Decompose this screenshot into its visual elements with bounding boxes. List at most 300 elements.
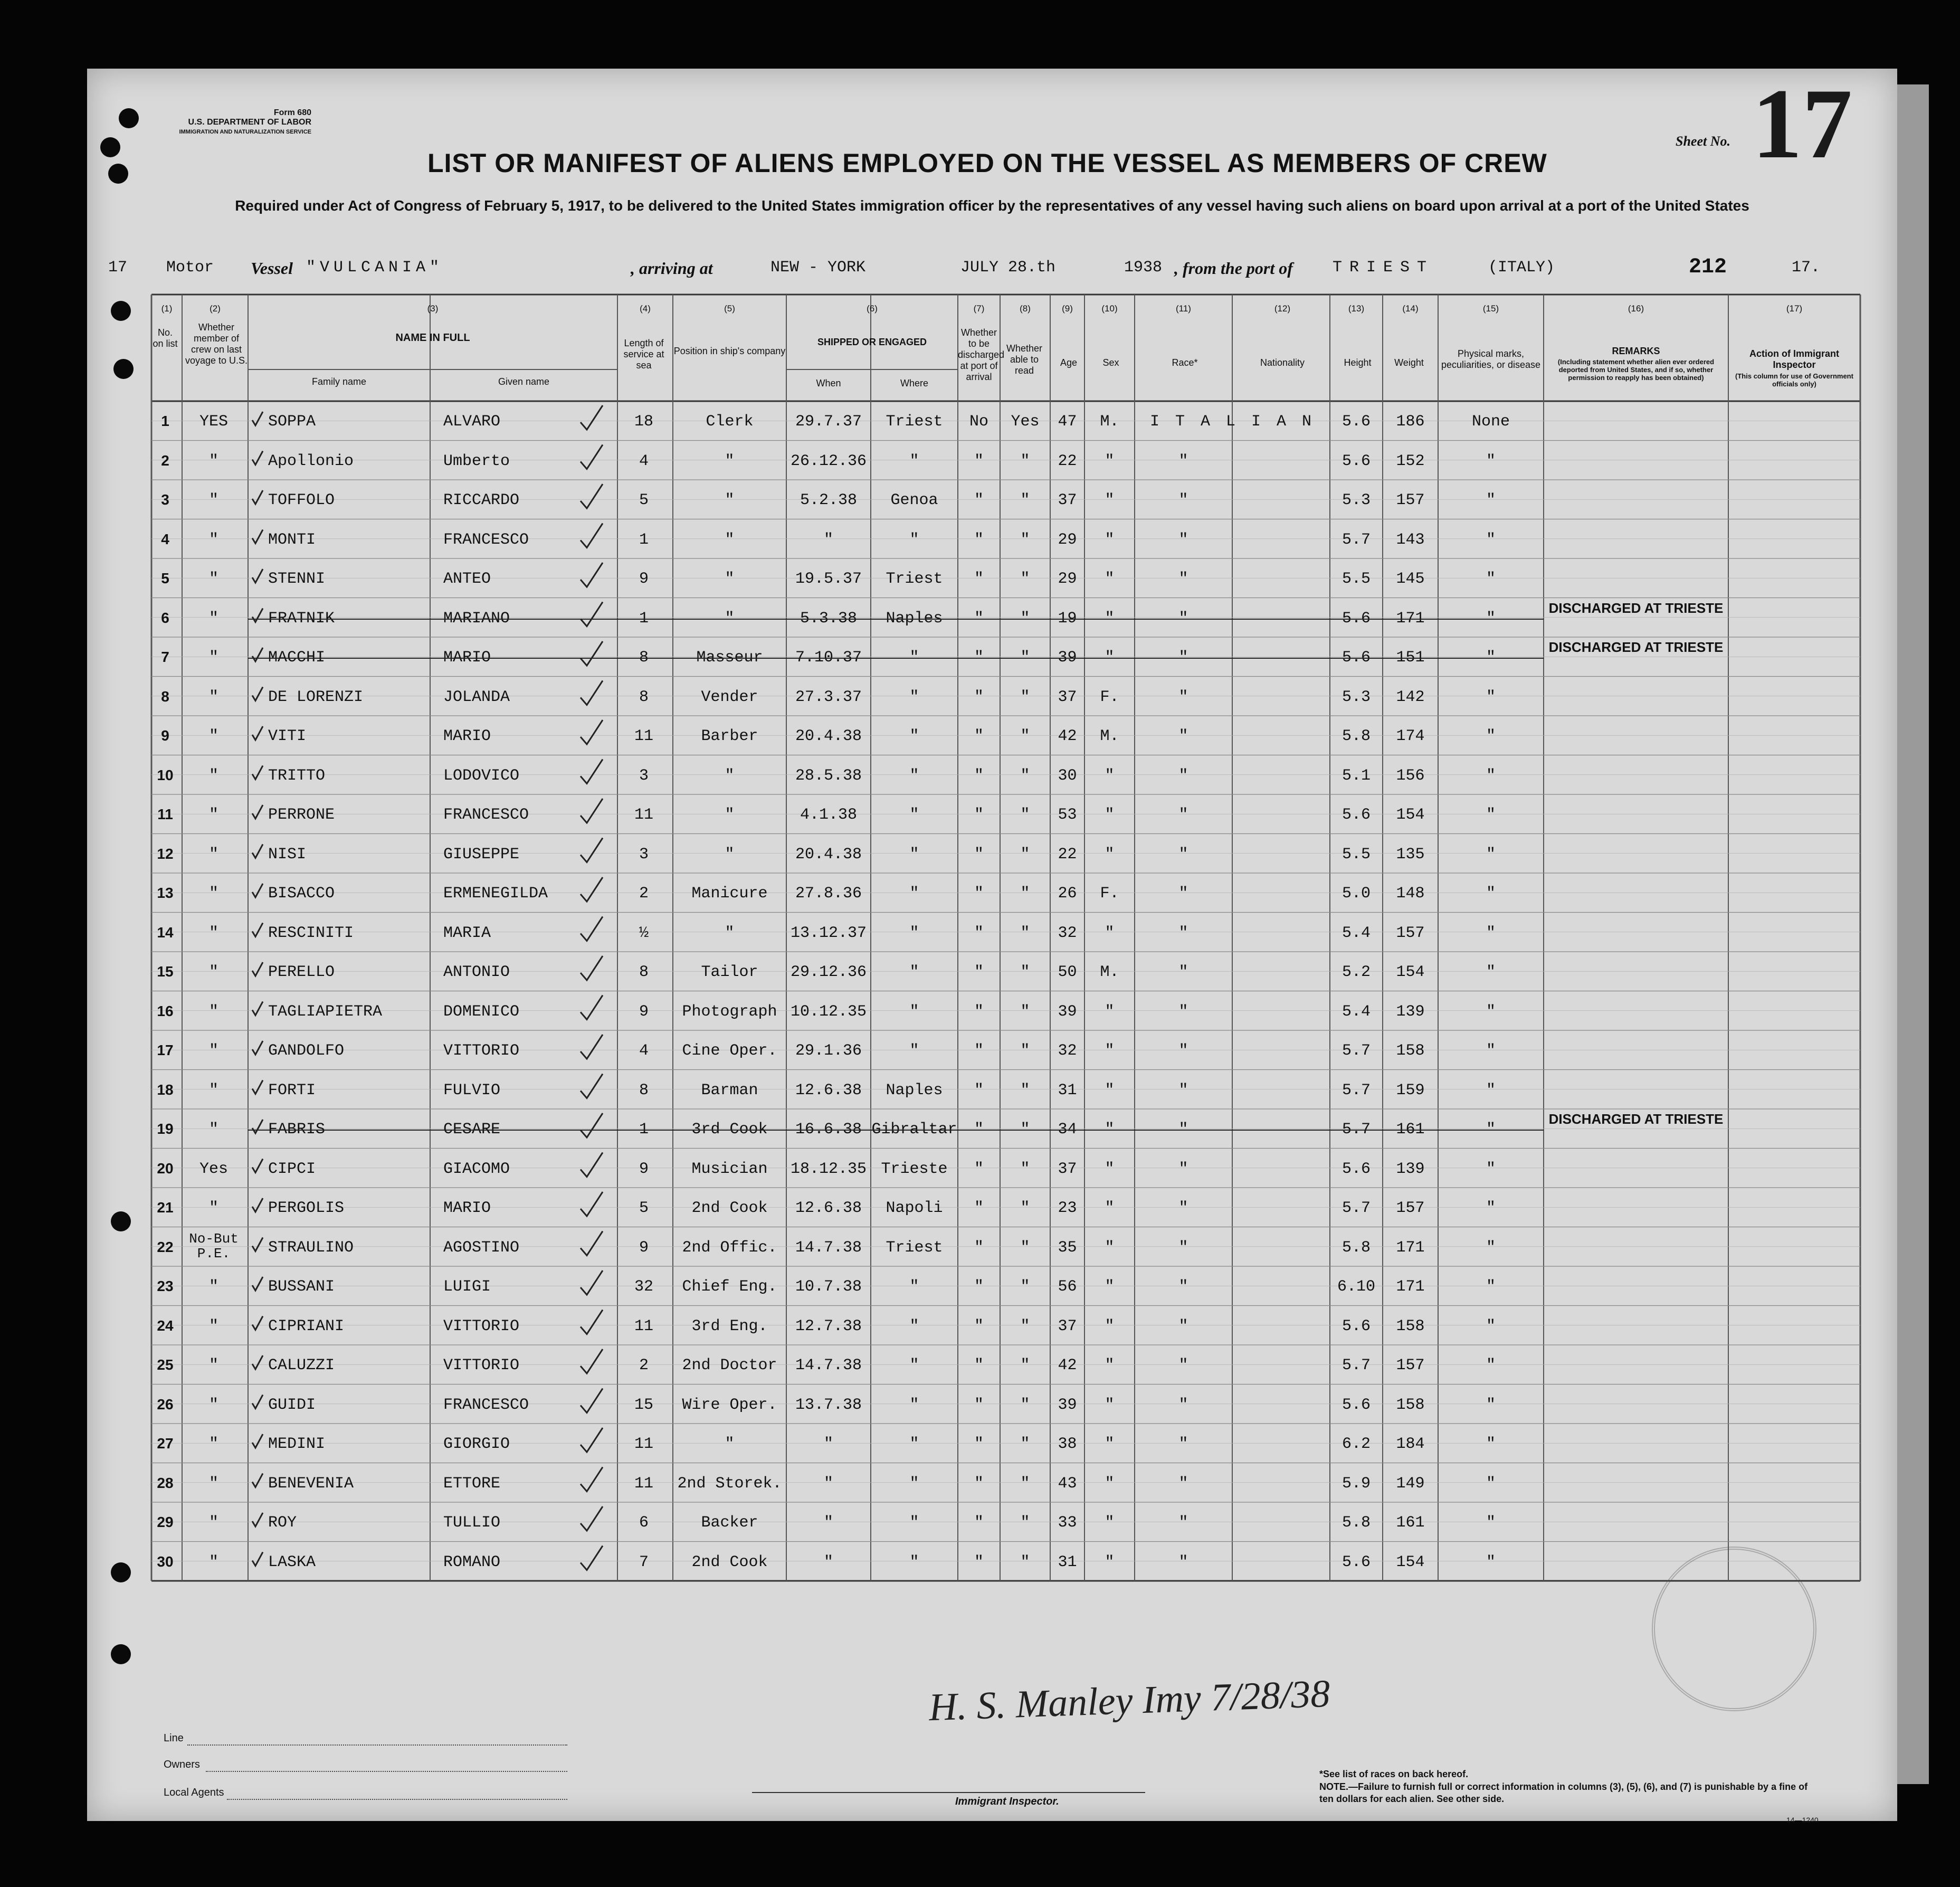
column-number: (1)	[161, 304, 173, 314]
strikethrough-line	[248, 1130, 1544, 1131]
cell-sex: "	[1105, 491, 1115, 509]
cell-when: "	[823, 1514, 833, 1532]
cell-family: CIPCI	[268, 1160, 316, 1178]
header-no-on-list: No. on list	[153, 327, 178, 349]
cell-family: PERGOLIS	[268, 1199, 345, 1217]
check-mark	[252, 1159, 263, 1173]
check-mark	[252, 1120, 263, 1133]
cell-marks: "	[1486, 885, 1496, 903]
cell-when: 13.12.37	[790, 924, 867, 942]
header-weight: Weight	[1394, 357, 1424, 368]
cell-sex: "	[1105, 1278, 1115, 1296]
cell-discharge: "	[974, 649, 984, 667]
cell-last: "	[208, 963, 218, 981]
cell-position: 2nd Cook	[691, 1553, 768, 1571]
cell-family: MONTI	[268, 530, 316, 549]
cell-when: 28.5.38	[795, 766, 862, 785]
header-sex: Sex	[1102, 357, 1119, 368]
cell-where: "	[909, 1278, 919, 1296]
cell-discharge: "	[974, 766, 984, 785]
cell-race: "	[1178, 609, 1188, 628]
column-number: (12)	[1274, 304, 1291, 314]
cell-no: 5	[161, 570, 169, 586]
cell-sex: F.	[1100, 885, 1119, 903]
cell-marks: None	[1471, 413, 1510, 431]
cell-where: "	[909, 1357, 919, 1374]
cell-when: 29.12.36	[790, 963, 867, 981]
cell-family: GANDOLFO	[268, 1042, 345, 1060]
cell-last: "	[208, 924, 218, 942]
cell-service: 8	[639, 649, 649, 667]
cell-given: MARIO	[443, 649, 491, 667]
cell-position: "	[725, 1435, 735, 1453]
cell-age: 23	[1058, 1199, 1077, 1217]
cell-when: 27.3.37	[795, 688, 862, 706]
cell-read: "	[1020, 1317, 1030, 1335]
cell-height: 5.9	[1341, 1474, 1371, 1493]
cell-given: AGOSTINO	[443, 1238, 520, 1257]
cell-sex: "	[1105, 1317, 1115, 1335]
cell-no: 17	[157, 1042, 174, 1058]
cell-given: LODOVICO	[443, 766, 520, 785]
cell-weight: 149	[1396, 1474, 1425, 1493]
cell-when: 5.3.38	[800, 609, 858, 628]
check-mark	[252, 1238, 263, 1251]
cell-no: 15	[157, 963, 174, 980]
cell-weight: 156	[1396, 766, 1425, 785]
header-age: Age	[1060, 357, 1078, 368]
cell-no: 28	[157, 1474, 174, 1491]
footer-line-field	[187, 1744, 567, 1746]
cell-no: 6	[161, 609, 169, 626]
cell-age: 22	[1058, 845, 1077, 864]
cell-race: "	[1178, 1081, 1188, 1099]
cell-no: 29	[157, 1514, 174, 1530]
cell-weight: 157	[1396, 1357, 1425, 1374]
cell-weight: 174	[1396, 727, 1425, 745]
header-length-of-service: Length of service at sea	[623, 338, 664, 371]
cell-where: "	[909, 1396, 919, 1414]
sheet-number-label: Sheet No.	[1676, 134, 1730, 149]
cell-position: Vender	[701, 688, 758, 706]
cell-where: Gibraltar	[871, 1121, 957, 1139]
cell-given: ETTORE	[443, 1474, 501, 1493]
column-number: (13)	[1348, 304, 1365, 314]
cell-when: "	[823, 1553, 833, 1571]
cell-age: 30	[1058, 766, 1077, 785]
cell-given: VITTORIO	[443, 1357, 520, 1374]
cell-read: "	[1020, 1553, 1030, 1571]
cell-no: 8	[161, 688, 169, 705]
cell-given: FRANCESCO	[443, 1396, 529, 1414]
cell-discharge: "	[974, 570, 984, 588]
cell-when: 29.1.36	[795, 1042, 862, 1060]
cell-age: 53	[1058, 806, 1077, 824]
cell-service: 11	[634, 727, 653, 745]
cell-height: 5.5	[1341, 570, 1371, 588]
cell-weight: 154	[1396, 806, 1425, 824]
column-number: (3)	[427, 304, 439, 314]
cell-race: "	[1178, 452, 1188, 470]
column-number: (11)	[1176, 304, 1191, 314]
cell-position: Wire Oper.	[682, 1396, 777, 1414]
cell-position: "	[725, 452, 735, 470]
cell-height: 5.4	[1341, 924, 1371, 942]
cell-race: "	[1178, 1278, 1188, 1296]
cell-last: "	[208, 609, 218, 628]
cell-family: CALUZZI	[268, 1357, 335, 1374]
header-last-voyage: Whether member of crew on last voyage to U.S.	[185, 322, 248, 366]
cell-age: 39	[1058, 1002, 1077, 1021]
cell-when: 12.6.38	[795, 1199, 862, 1217]
header-discharged: Whether to be discharged at port of arrival	[958, 327, 1005, 382]
cell-discharge: "	[974, 1002, 984, 1021]
cell-sex: "	[1105, 845, 1115, 864]
cell-marks: "	[1486, 570, 1496, 588]
column-number: (14)	[1402, 304, 1419, 314]
cell-given: ROMANO	[443, 1553, 501, 1571]
header-shipped-engaged: SHIPPED OR ENGAGED	[817, 337, 927, 347]
cell-service: 2	[639, 885, 649, 903]
cell-no: 11	[157, 806, 173, 822]
cell-where: "	[909, 688, 919, 706]
cell-where: Triest	[886, 1238, 943, 1257]
cell-sex: "	[1105, 1081, 1115, 1099]
cell-last: "	[208, 1553, 218, 1571]
cell-race: "	[1178, 530, 1188, 549]
check-mark	[252, 1434, 263, 1448]
cell-sex: "	[1105, 1042, 1115, 1060]
cell-age: 56	[1058, 1278, 1077, 1296]
cell-age: 42	[1058, 1357, 1077, 1374]
vessel-line-number: 17	[108, 259, 128, 277]
check-mark	[252, 766, 263, 780]
check-mark	[252, 1395, 263, 1409]
cell-position: 3rd Eng.	[691, 1317, 768, 1335]
inspector-signature: H. S. Manley Imy 7/28/38	[928, 1672, 1331, 1730]
from-port: TRIEST	[1333, 259, 1434, 277]
cell-last: "	[208, 530, 218, 549]
cell-service: 4	[639, 1042, 649, 1060]
cell-race: "	[1178, 1514, 1188, 1532]
cell-marks: "	[1486, 924, 1496, 942]
check-mark	[252, 1002, 263, 1016]
cell-height: 5.7	[1341, 1121, 1371, 1139]
cell-family: MEDINI	[268, 1435, 326, 1453]
cell-discharge: "	[974, 885, 984, 903]
seal-stamp	[1652, 1547, 1816, 1711]
cell-sex: "	[1105, 649, 1115, 667]
cell-last: "	[208, 570, 218, 588]
cell-when: 10.12.35	[790, 1002, 867, 1021]
cell-given: MARIO	[443, 727, 491, 745]
cell-marks: "	[1486, 766, 1496, 785]
check-mark	[252, 1552, 263, 1566]
cell-read: "	[1020, 1357, 1030, 1374]
cell-service: 9	[639, 1238, 649, 1257]
cell-read: "	[1020, 806, 1030, 824]
cell-discharge: "	[974, 1474, 984, 1493]
cell-marks: "	[1486, 806, 1496, 824]
cell-weight: 148	[1396, 885, 1425, 903]
cell-when: 27.8.36	[795, 885, 862, 903]
cell-height: 5.8	[1341, 727, 1371, 745]
cell-weight: 157	[1396, 1199, 1425, 1217]
cell-service: 18	[634, 413, 653, 431]
cell-last: YES	[199, 413, 228, 431]
cell-age: 22	[1058, 452, 1077, 470]
cell-weight: 157	[1396, 924, 1425, 942]
cell-when: 20.4.38	[795, 727, 862, 745]
cell-weight: 186	[1396, 413, 1425, 431]
cell-family: BISACCO	[268, 885, 335, 903]
cell-race: "	[1178, 963, 1188, 981]
header-race: Race*	[1172, 357, 1198, 368]
cell-where: "	[909, 1474, 919, 1493]
cell-position: "	[725, 806, 735, 824]
cell-no: 2	[161, 452, 169, 469]
cell-sex: "	[1105, 1435, 1115, 1453]
cell-sex: "	[1105, 806, 1115, 824]
cell-family: PERRONE	[268, 806, 335, 824]
cell-given: MARIANO	[443, 609, 510, 628]
check-mark	[252, 884, 263, 897]
check-mark	[252, 569, 263, 583]
cell-read: "	[1020, 963, 1030, 981]
cell-sex: "	[1105, 766, 1115, 785]
cell-position: 2nd Doctor	[682, 1357, 777, 1374]
cell-position: "	[725, 530, 735, 549]
cell-age: 50	[1058, 963, 1077, 981]
cell-where: "	[909, 727, 919, 745]
cell-marks: "	[1486, 491, 1496, 509]
cell-age: 32	[1058, 924, 1077, 942]
cell-height: 5.0	[1341, 885, 1371, 903]
cell-last: "	[208, 491, 218, 509]
cell-discharge: "	[974, 1160, 984, 1178]
cell-when: 7.10.37	[795, 649, 862, 667]
cell-discharge: "	[974, 688, 984, 706]
cell-family: NISI	[268, 845, 307, 864]
cell-family: SOPPA	[268, 413, 316, 431]
cell-race: "	[1178, 845, 1188, 864]
cell-read: "	[1020, 1435, 1030, 1453]
cell-given: DOMENICO	[443, 1002, 520, 1021]
cell-no: 20	[157, 1160, 174, 1177]
cell-sex: "	[1105, 609, 1115, 628]
check-mark	[252, 962, 263, 976]
cell-where: "	[909, 530, 919, 549]
row-remark: DISCHARGED AT TRIESTE	[1548, 600, 1724, 616]
cell-no: 27	[157, 1435, 174, 1452]
cell-when: 20.4.38	[795, 845, 862, 864]
cell-discharge: "	[974, 1317, 984, 1335]
cell-discharge: "	[974, 963, 984, 981]
cell-height: 5.6	[1341, 1553, 1371, 1571]
cell-weight: 154	[1396, 1553, 1425, 1571]
vessel-type: Motor	[166, 259, 214, 277]
cell-when: 12.6.38	[795, 1081, 862, 1099]
cell-height: 5.6	[1341, 806, 1371, 824]
header-physical-marks: Physical marks, peculiarities, or disease	[1441, 348, 1541, 370]
cell-where: "	[909, 963, 919, 981]
cell-marks: "	[1486, 1357, 1496, 1374]
cell-read: "	[1020, 570, 1030, 588]
cell-age: 31	[1058, 1081, 1077, 1099]
cell-given: Umberto	[443, 452, 510, 470]
cell-given: ANTONIO	[443, 963, 510, 981]
cell-when: 19.5.37	[795, 570, 862, 588]
cell-position: Musician	[691, 1160, 768, 1178]
cell-service: 1	[639, 530, 649, 549]
cell-weight: 184	[1396, 1435, 1425, 1453]
cell-given: CESARE	[443, 1121, 501, 1139]
cell-given: MARIO	[443, 1199, 491, 1217]
cell-sex: "	[1105, 1160, 1115, 1178]
cell-family: FRATNIK	[268, 609, 335, 628]
cell-read: "	[1020, 1160, 1030, 1178]
cell-when: 5.2.38	[800, 491, 858, 509]
cell-marks: "	[1486, 1238, 1496, 1257]
footer-agents-field	[227, 1799, 567, 1800]
cell-marks: "	[1486, 1121, 1496, 1139]
check-mark	[252, 412, 263, 425]
cell-height: 5.3	[1341, 491, 1371, 509]
cell-race: "	[1178, 491, 1188, 509]
cell-position: 3rd Cook	[691, 1121, 768, 1139]
cell-race: "	[1178, 924, 1188, 942]
cell-service: 7	[639, 1553, 649, 1571]
cell-weight: 154	[1396, 963, 1425, 981]
cell-last: "	[208, 1396, 218, 1414]
cell-where: "	[909, 845, 919, 864]
cell-service: 9	[639, 1160, 649, 1178]
check-mark	[252, 1277, 263, 1291]
cell-height: 5.6	[1341, 413, 1371, 431]
cell-marks: "	[1486, 1002, 1496, 1021]
cell-height: 6.2	[1341, 1435, 1371, 1453]
page-subtitle: Required under Act of Congress of February 5, 1917, to be delivered to the United States immigration officer by the representatives of any vessel having such aliens on board upon arrival at a port of the United States	[235, 197, 1749, 214]
check-mark	[252, 687, 263, 701]
cell-given: ERMENEGILDA	[443, 885, 548, 903]
header-nationality: Nationality	[1260, 357, 1305, 368]
cell-weight: 145	[1396, 570, 1425, 588]
cell-sex: "	[1105, 1121, 1115, 1139]
cell-no: 4	[161, 530, 169, 547]
cell-sex: "	[1105, 1002, 1115, 1021]
cell-service: 9	[639, 570, 649, 588]
column-number: (16)	[1628, 304, 1644, 314]
check-mark	[252, 1080, 263, 1094]
cell-discharge: "	[974, 924, 984, 942]
cell-last: "	[208, 452, 218, 470]
cell-read: "	[1020, 649, 1030, 667]
cell-no: 13	[157, 885, 174, 901]
cell-weight: 143	[1396, 530, 1425, 549]
cell-service: 8	[639, 963, 649, 981]
cell-last: "	[208, 1357, 218, 1374]
cell-where: "	[909, 649, 919, 667]
cell-when: 14.7.38	[795, 1357, 862, 1374]
cell-discharge: "	[974, 806, 984, 824]
cell-when: 13.7.38	[795, 1396, 862, 1414]
cell-position: Photograph	[682, 1002, 777, 1021]
cell-sex: "	[1105, 1514, 1115, 1532]
cell-sex: F.	[1100, 688, 1119, 706]
cell-weight: 158	[1396, 1396, 1425, 1414]
cell-height: 5.4	[1341, 1002, 1371, 1021]
column-number: (4)	[640, 304, 651, 314]
cell-height: 5.7	[1341, 1081, 1371, 1099]
cell-race: "	[1178, 649, 1188, 667]
cell-where: Trieste	[881, 1160, 948, 1178]
cell-no: 23	[157, 1278, 174, 1294]
cell-race: "	[1178, 1238, 1188, 1257]
cell-where: "	[909, 1514, 919, 1532]
cell-where: Naples	[886, 609, 943, 628]
immigrant-inspector-label: Immigrant Inspector.	[955, 1796, 1059, 1807]
header-family-name: Family name	[311, 376, 367, 387]
cell-race: "	[1178, 1435, 1188, 1453]
cell-age: 37	[1058, 1317, 1077, 1335]
column-number: (17)	[1786, 304, 1803, 314]
cell-age: 39	[1058, 1396, 1077, 1414]
cell-sex: M.	[1100, 963, 1119, 981]
cell-service: 5	[639, 1199, 649, 1217]
cell-position: Barman	[701, 1081, 758, 1099]
cell-discharge: "	[974, 1121, 984, 1139]
cell-where: Genoa	[890, 491, 938, 509]
cell-read: "	[1020, 1199, 1030, 1217]
sheet-number: 17	[1752, 69, 1852, 179]
cell-height: 5.7	[1341, 530, 1371, 549]
cell-height: 5.7	[1341, 1042, 1371, 1060]
check-mark	[252, 451, 263, 465]
cell-family: TRITTO	[268, 766, 326, 785]
from-country: (ITALY)	[1488, 259, 1555, 277]
cell-sex: "	[1105, 1238, 1115, 1257]
footer-line-label: Line	[164, 1732, 184, 1744]
strikethrough-line	[248, 658, 1544, 659]
cell-service: 9	[639, 1002, 649, 1021]
cell-family: BUSSANI	[268, 1278, 335, 1296]
cell-where: "	[909, 452, 919, 470]
cell-where: "	[909, 1042, 919, 1060]
cell-service: 32	[634, 1278, 653, 1296]
cell-age: 26	[1058, 885, 1077, 903]
check-mark	[252, 923, 263, 937]
cell-read: "	[1020, 1278, 1030, 1296]
cell-last: "	[208, 1317, 218, 1335]
cell-read: "	[1020, 885, 1030, 903]
cell-last: "	[208, 1199, 218, 1217]
cell-discharge: "	[974, 530, 984, 549]
cell-position: 2nd Offic.	[682, 1238, 777, 1257]
cell-weight: 158	[1396, 1317, 1425, 1335]
cell-last: "	[208, 806, 218, 824]
cell-marks: "	[1486, 1199, 1496, 1217]
cell-family: TAGLIAPIETRA	[268, 1002, 383, 1021]
column-number: (10)	[1101, 304, 1118, 314]
cell-service: 8	[639, 1081, 649, 1099]
cell-no: 19	[157, 1121, 174, 1137]
cell-no: 30	[157, 1553, 174, 1570]
cell-service: 3	[639, 845, 649, 864]
cell-weight: 157	[1396, 491, 1425, 509]
cell-marks: "	[1486, 530, 1496, 549]
cell-where: Triest	[886, 413, 943, 431]
vessel-name: "VULCANIA"	[306, 259, 444, 277]
